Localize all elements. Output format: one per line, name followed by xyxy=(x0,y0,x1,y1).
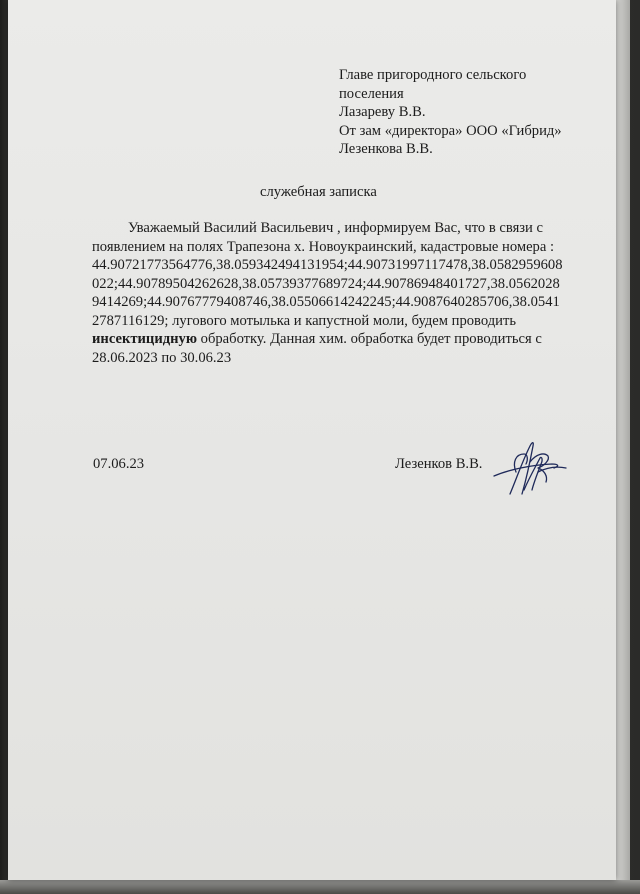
body-line: 2787116129; лугового мотылька и капустной моли, будем проводить xyxy=(92,312,516,329)
body-line: 44.90721773564776,38.059342494131954;44.90731997117478,38.0582959608 xyxy=(92,257,563,273)
document-page xyxy=(8,0,616,880)
body-line-rest: обработку. Данная хим. обработка будет проводиться с xyxy=(197,331,542,347)
addressee-block xyxy=(339,66,599,159)
addressee-line: Лазареву В.В. xyxy=(339,104,426,120)
signature-icon xyxy=(486,432,572,504)
document-title: служебная записка xyxy=(260,184,377,200)
body-line: 022;44.90789504262628,38.05739377689724;44.90786948401727,38.0562028 xyxy=(92,275,560,292)
table-surface xyxy=(0,880,640,894)
body-line: Уважаемый Василий Васильевич , информируем Вас, что в связи с xyxy=(128,220,543,236)
page-stack-edge xyxy=(616,0,630,890)
body-line: 9414269;44.90767779408746,38.05506614242245;44.9087640285706,38.0541 xyxy=(92,294,560,310)
addressee-line: От зам «директора» ООО «Гибрид» xyxy=(339,122,562,139)
signer-name: Лезенков В.В. xyxy=(395,456,483,472)
body-line: появлением на полях Трапезона х. Новоукраинский, кадастровые номера : xyxy=(92,238,555,255)
body-line xyxy=(92,330,578,349)
addressee-line: поселения xyxy=(339,85,404,102)
document-date: 07.06.23 xyxy=(93,456,145,472)
body-line: 28.06.2023 по 30.06.23 xyxy=(92,349,232,366)
memo-body xyxy=(92,219,578,367)
addressee-line: Лезенкова В.В. xyxy=(339,141,433,157)
bold-term: инсектицидную xyxy=(92,331,197,347)
addressee-line: Главе пригородного сельского xyxy=(339,67,527,83)
